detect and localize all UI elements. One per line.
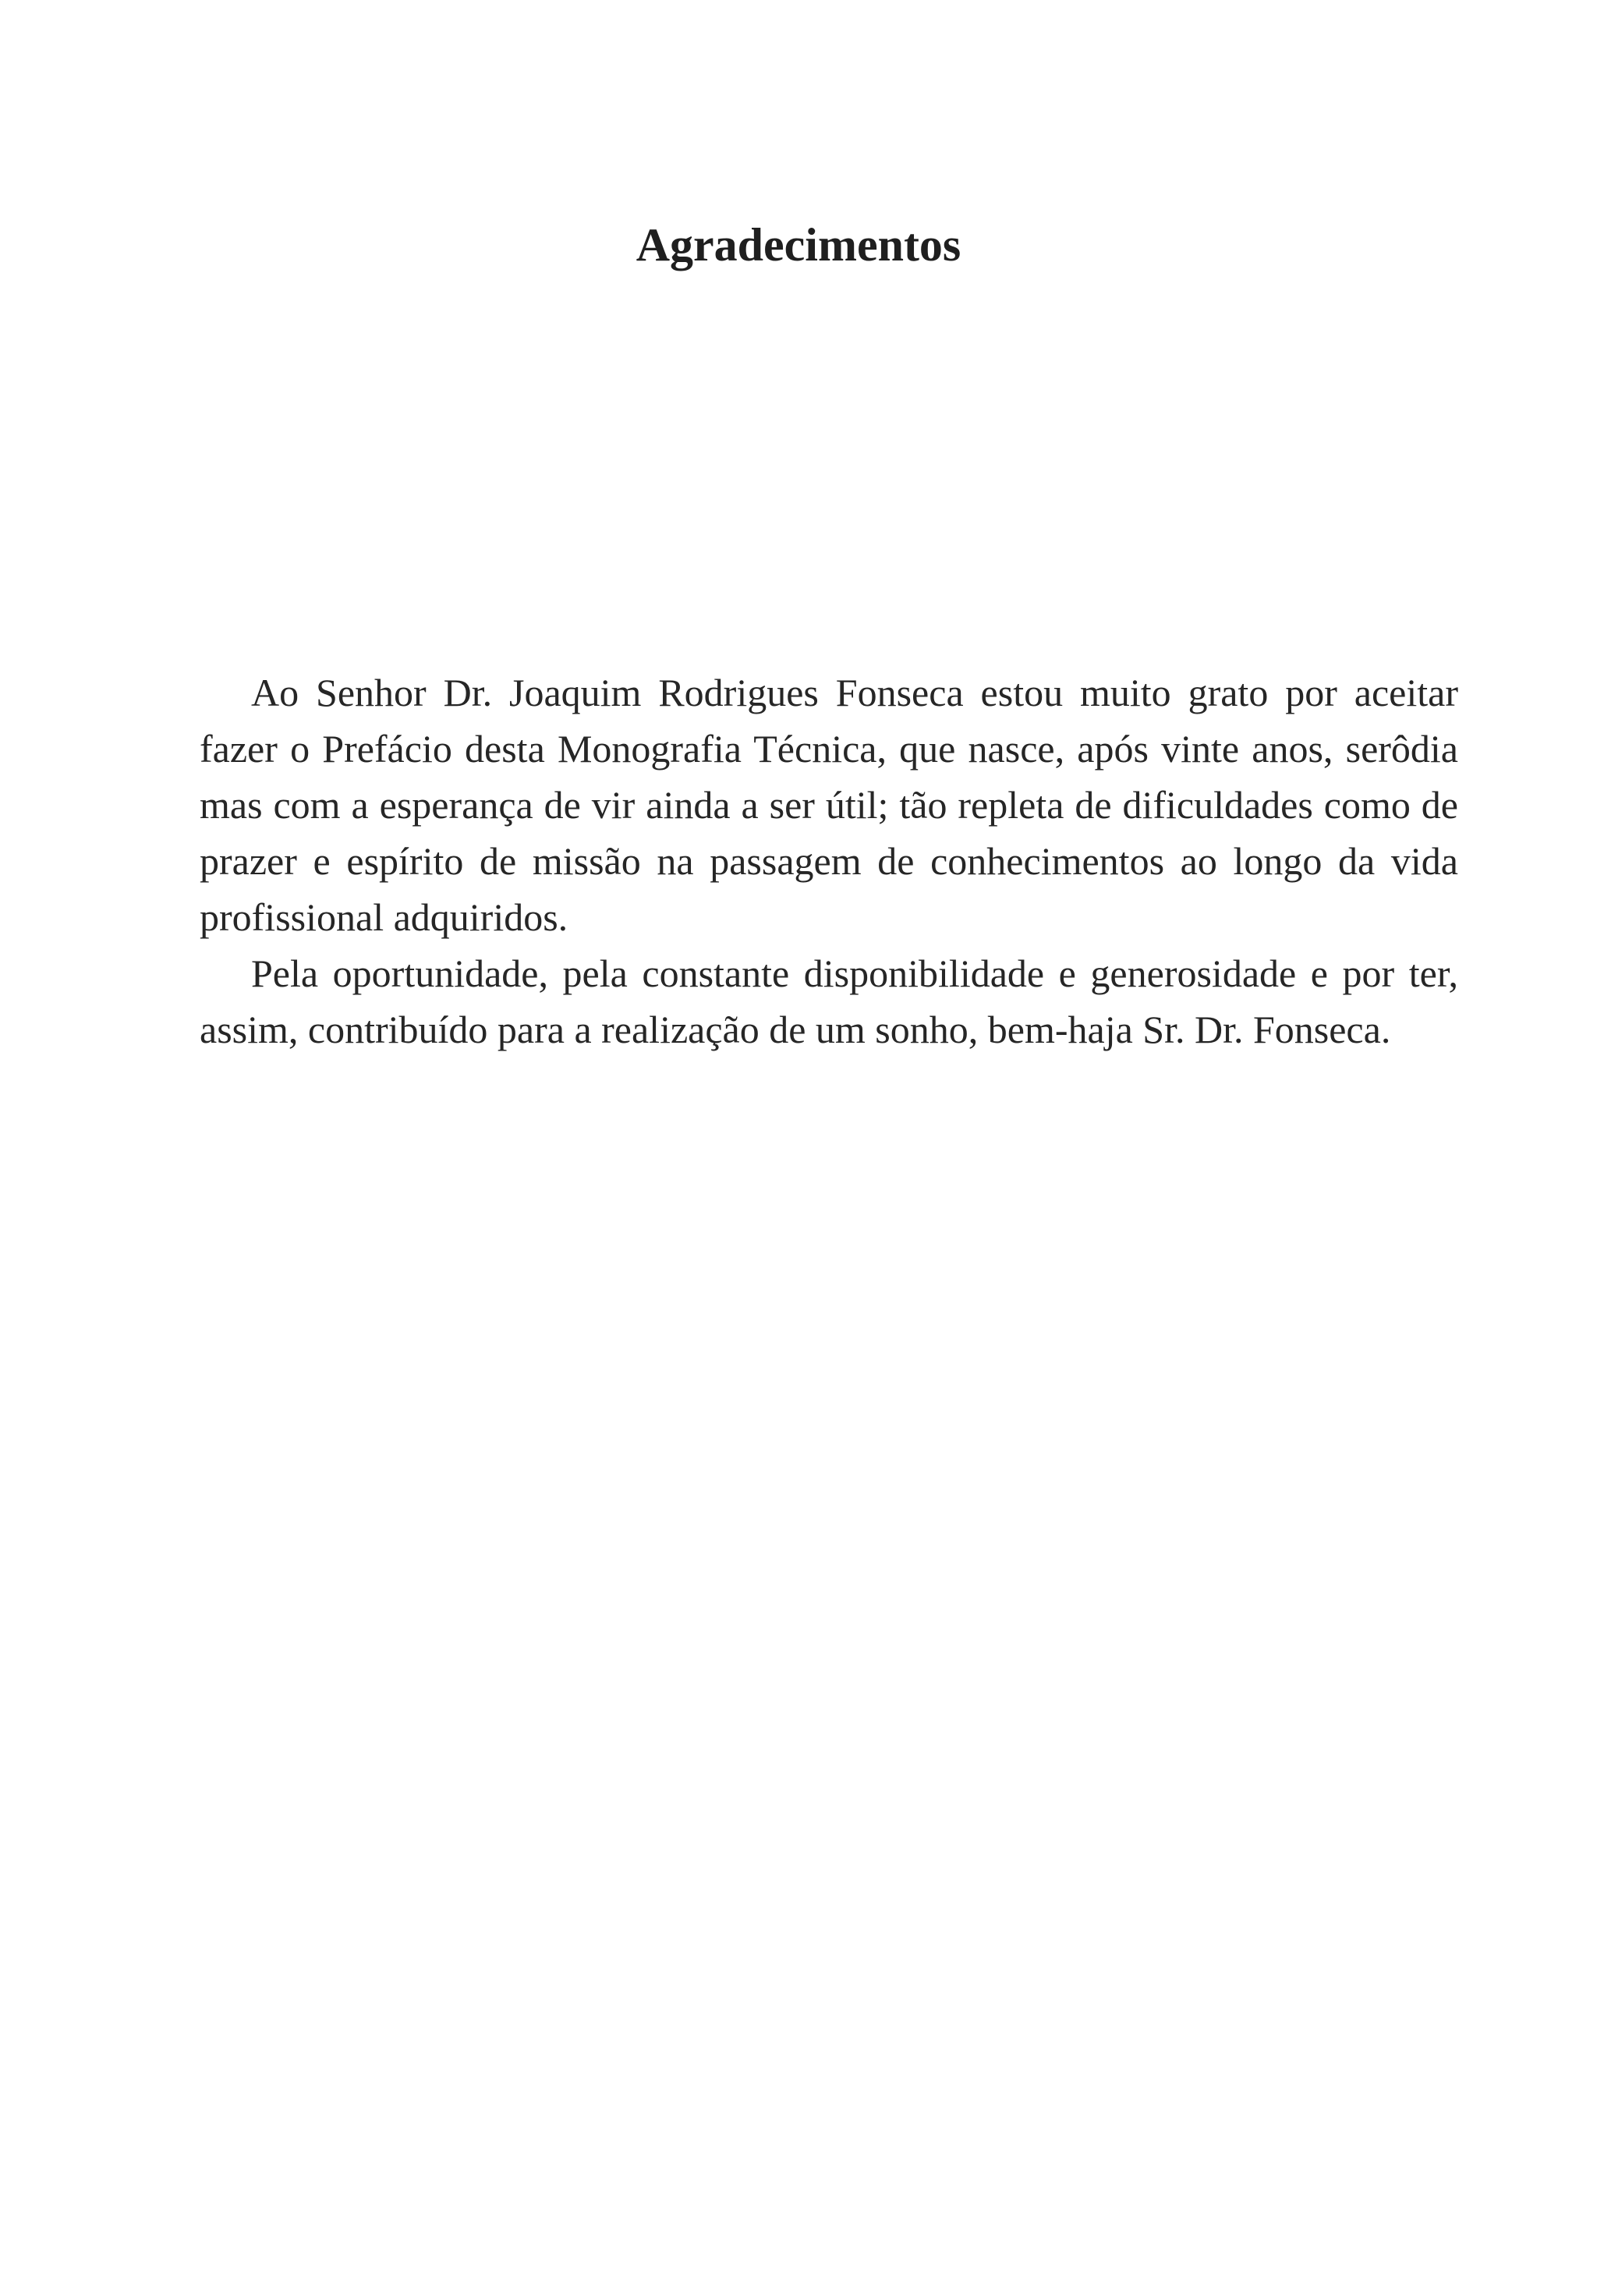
paragraph-2: Pela oportunidade, pela constante disponibilidade e generosidade e por ter, assim, contribuído para a realização de um sonho, bem-haja Sr. Dr. Fonseca. bbox=[200, 951, 1458, 1051]
acknowledgements-body bbox=[200, 664, 1458, 1058]
paragraph-1: Ao Senhor Dr. Joaquim Rodrigues Fonseca estou muito grato por aceitar fazer o Prefácio desta Monografia Técnica, que nasce, após vinte anos, serôdia mas com a esperança de vir ainda a ser útil; tão repleta de dificuldades como de prazer e espírito de missão na passagem de conhecimentos ao longo da vida profissional adquiridos. bbox=[200, 671, 1458, 939]
page-title: Agradecimentos bbox=[636, 219, 961, 271]
